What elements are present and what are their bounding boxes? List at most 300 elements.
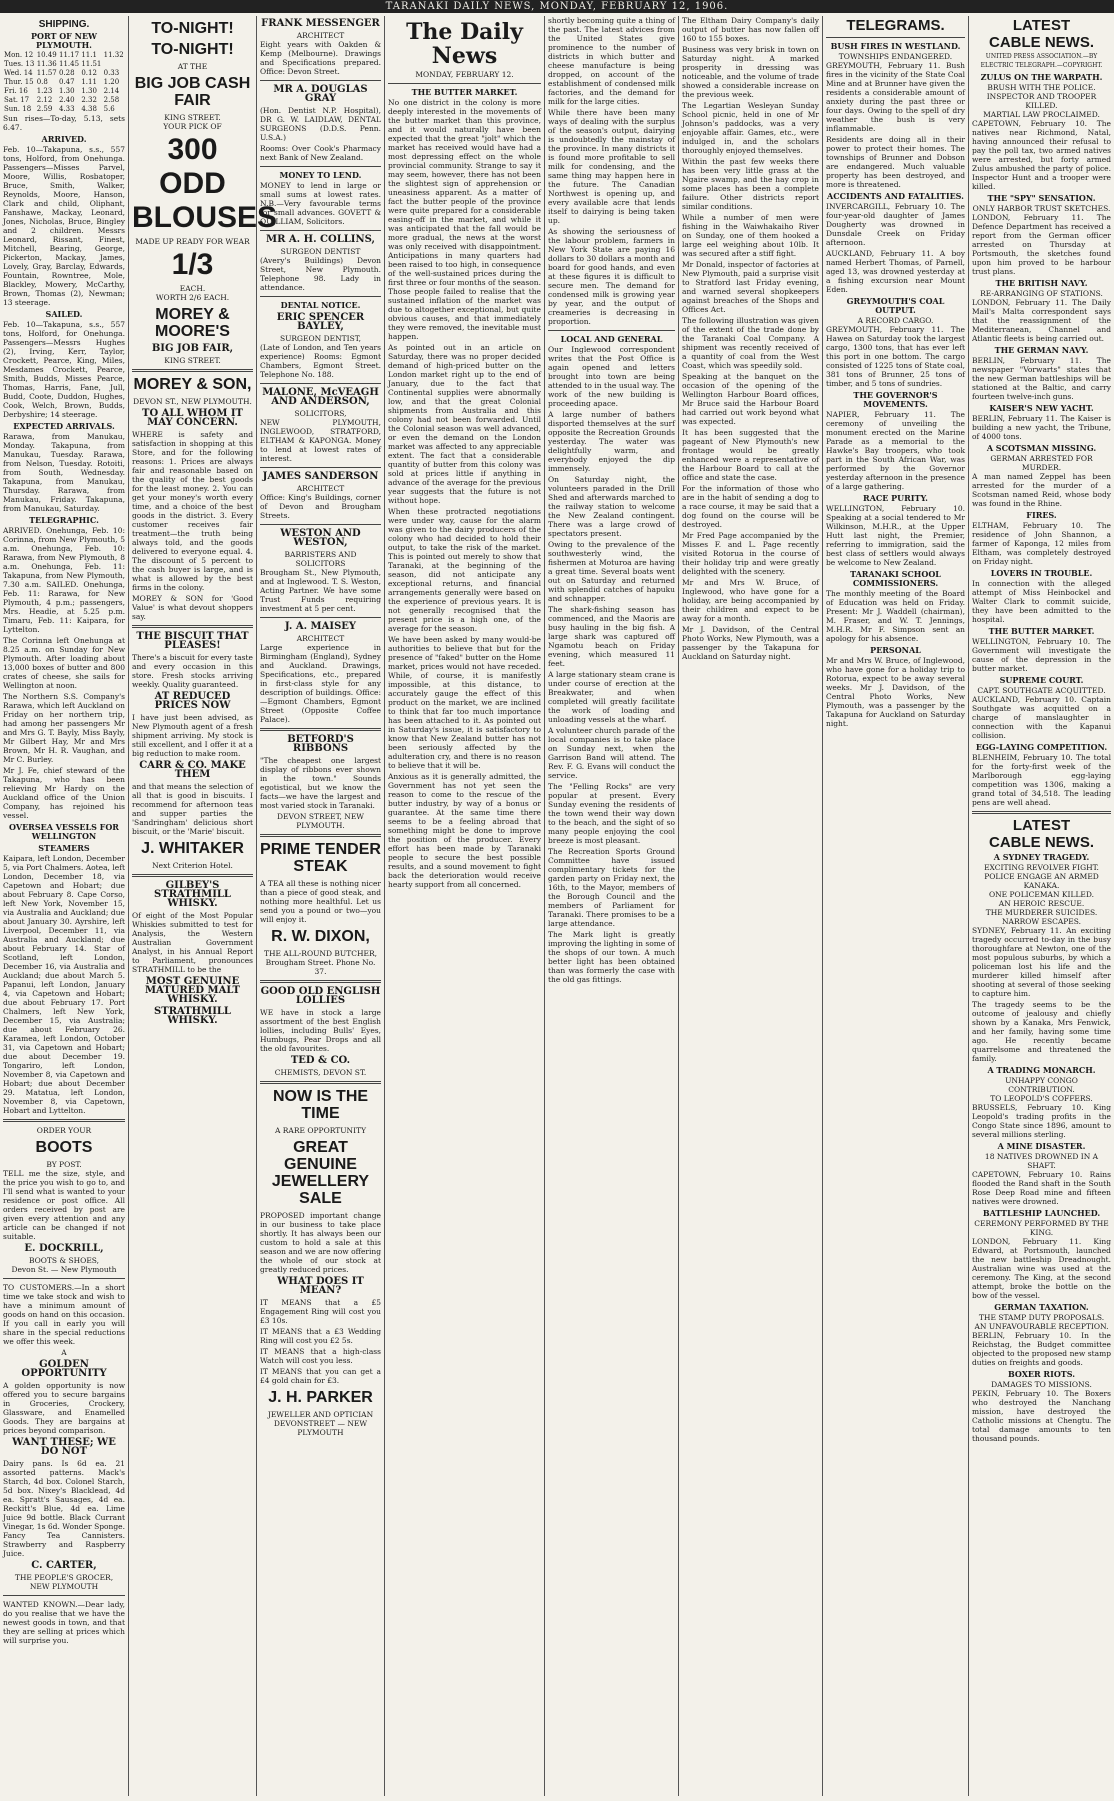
- sun-times: Sun rises—To-day, 5.13, sets 6.47.: [3, 114, 125, 132]
- telegraphic-text: ARRIVED. Onehunga, Feb. 10: Corinna, from New Plymouth, 5 a.m. Onehunga, Feb. 10: Rarawa, from New Plymouth, 8 a.m. Onehunga, Feb. 11: Takapuna, from New Plymouth, 7.30 a.m. SAILED. Onehunga, Feb. 11: Rarawa, for New Plymouth, 4 p.m.; passengers, Mrs. Headie, at 5.25 p.m. Timaru, Feb. 11: Kaipara, for Lyttelton.: [3, 526, 125, 634]
- navy-heading: THE BRITISH NAVY.: [995, 278, 1088, 288]
- what-item: IT MEANS that a £3 Wedding Ring will cost you £2 5s.: [260, 1327, 381, 1345]
- butter-text: No one district in the colony is more deeply interested in the movements of the butter market than this province, and it would naturally have been expected that the great "jolt" which the market has received would have had a most depressing effect on the whole provincial community. Strange to say it may seem, however, there has not been the slightest sign of apprehension or uneasiness apparent. As a matter of fact the butter people of the province were quite prepared for a considerable easing-off in the market, and while it was anticipated that the fall would be more gradual, the news at the worst was only received with disappointment. Anticipations in many quarters had been raised to too high, in consequence of the well-sustained prices during the first three or four months of the season. Those people failed to realise that the sustained inflation of the market was due to altogether exceptional, but quite obvious causes, and that immediately they were removed, the inevitable must happen.: [388, 98, 541, 341]
- messenger-sub: ARCHITECT: [296, 31, 345, 40]
- whitaker-name: J. WHITAKER: [141, 840, 244, 857]
- dental-notice: DENTAL NOTICE.: [280, 300, 361, 310]
- gray-name: MR A. DOUGLAS GRAY: [273, 84, 368, 104]
- tide-row: [3, 105, 125, 114]
- gilbey-heading: GILBEY'S STRATHMILL WHISKY.: [154, 880, 231, 909]
- local-item: Our Inglewood correspondent writes that the Post Office is again opened and letters brought into town are being attended to in the usual way. The work of the new building is proceeding apace.: [548, 345, 675, 408]
- local-item: A volunteer church parade of the local companies is to take place on Sunday next, when the Garrison Band will attend. The Rev. F. G. Evans will conduct the service.: [548, 726, 675, 780]
- cable-heading-latest-2: LATEST: [1012, 817, 1071, 834]
- morey-tagline: MOREY & SON for 'Good Value' is what devout shoppers say.: [132, 594, 253, 621]
- supreme-heading: SUPREME COURT.: [999, 675, 1084, 685]
- tide-cell: 2.59: [36, 105, 53, 113]
- divider: [260, 617, 381, 618]
- tide-row: [3, 51, 125, 60]
- divider: [260, 728, 381, 731]
- spy-text: LONDON, February 11. The Defence Department has received a report from the German officer arrested on Thursday at Portsmouth, the sketches found upon him proved to be harbour trust plans.: [972, 213, 1111, 276]
- supreme-sub: CAPT. SOUTHGATE ACQUITTED.: [977, 686, 1106, 695]
- column-telegrams: [822, 16, 968, 1796]
- tide-cell: 0.28: [59, 69, 75, 77]
- tax-sub-2: AN UNFAVOURABLE RECEPTION.: [974, 1322, 1109, 1331]
- boxer-heading: BOXER RIOTS.: [1007, 1369, 1076, 1379]
- kaiser-text: BERLIN, February 11. The Kaiser is building a new yacht, the Tribune, of 4000 tons.: [972, 414, 1111, 441]
- tide-cell: 2.40: [59, 96, 75, 104]
- tide-cell: 4.38: [81, 105, 97, 113]
- ribbons-heading: BETFORD'S RIBBONS: [287, 734, 354, 754]
- monarch-text: BRUSSELS, February 10. King Leopold's trading profits in the Congo State since 1896, amount to several millions sterling.: [972, 1103, 1111, 1139]
- column-cables: [968, 16, 1114, 1796]
- tide-cell: 11.32: [103, 51, 124, 59]
- lollies-heading: GOOD OLD ENGLISH LOLLIES: [260, 986, 381, 1006]
- morey-son: MOREY & SON,: [133, 376, 252, 393]
- collins-name: MR A. H. COLLINS,: [266, 234, 375, 245]
- spy-heading: THE "SPY" SENSATION.: [987, 193, 1096, 203]
- accidents-text: INVERCARGILL, February 10. The four-year-old daughter of James Dougherty was drowned in Dunsdale Creek on Friday afternoon.: [826, 202, 965, 247]
- zulus-sub: BRUSH WITH THE POLICE.: [987, 83, 1096, 92]
- worth-text: WORTH 2/6 EACH.: [155, 293, 230, 302]
- boots-post: BY POST.: [46, 1160, 82, 1169]
- divider: [972, 811, 1111, 814]
- golden-text: A golden opportunity is now offered you to secure bargains in Groceries, Crockery, Glassware, and Enamelled Goods. They are bargains at prices beyond comparison.: [3, 1381, 125, 1435]
- cable-heading-news-2: CABLE NEWS.: [989, 834, 1094, 851]
- tide-cell: 2.32: [81, 96, 97, 104]
- tide-cell: 11.1: [81, 51, 97, 59]
- divider: [260, 230, 381, 231]
- taranaki-text: The monthly meeting of the Board of Education was held on Friday. Present: Mr J. Waddell (chairman), M. Fraser, and W. T. Jennings, M.H.R. Mr F. Simpson sent an apology for his absence.: [826, 589, 965, 643]
- blouses-text: BLOUSES: [132, 201, 278, 234]
- boots-heading: BOOTS: [35, 1139, 93, 1156]
- gilbey-best: MOST GENUINE MATURED MALT WHISKY.: [144, 976, 240, 1005]
- article-text: As showing the seriousness of the labour problem, farmers in New York State are paying 16 dollars to 30 dollars a month and board for good hands, and even at these figures it is difficult to secure men. The demand for condensed milk is growing year by year, and the output of creameries is decreasing in proportion.: [548, 227, 675, 326]
- local-item: The shark-fishing season has commenced, and the Maoris are busy hauling in the big fish. A large shark was captured off Ngamotu beach on Friday evening, which measured 11 feet.: [548, 605, 675, 668]
- sydney-sub-5: THE MURDERER SUICIDES.: [985, 908, 1098, 917]
- reduced-heading: AT REDUCED PRICES NOW: [154, 691, 231, 711]
- local-item: The "Felling Rocks" are very popular at present. Every Sunday evening the residents of the town wend their way down to the beach, and the sight of so many people enjoying the cool breeze is most pleasant.: [548, 782, 675, 845]
- what-item: IT MEANS that a £5 Engagement Ring will cost you £3 10s.: [260, 1298, 381, 1325]
- divider: [260, 980, 381, 983]
- news-item: Mr and Mrs W. Bruce, of Inglewood, who have gone for a holiday, are being accompanied by their children and expect to be away for a month.: [682, 578, 819, 623]
- tide-cell: 4.33: [59, 105, 75, 113]
- personal-text: Mr and Mrs W. Bruce, of Inglewood, who have gone for a holiday trip to Rotorua, expect to be away several weeks. Mr J. Davidson, of the Central Photo Works, New Plymouth, was a passenger by the Takapuna for Auckland on Saturday night.: [826, 656, 965, 728]
- parker-name: J. H. PARKER: [268, 1389, 373, 1406]
- news-item: The following illustration was given of the extent of the trade done by the Taranaki Coal Company. A shipment was recently received of a quantity of coal from the West Coast, which was speedily sold.: [682, 316, 819, 370]
- coal-sub: A RECORD CARGO.: [857, 316, 934, 325]
- carter-address: NEW PLYMOUTH: [29, 1582, 99, 1591]
- tide-cell: 2.58: [103, 96, 120, 104]
- what-item: IT MEANS that you can get a £4 gold chain for £3.: [260, 1367, 381, 1385]
- sydney-sub: EXCITING REVOLVER FIGHT.: [984, 863, 1099, 872]
- battleship-text: LONDON, February 11. King Edward, at Portsmouth, launched the new battleship Dreadnought. Australian wine was used at the ceremony. The King, at the second attempt, broke the bottle on the bow of the vessel.: [972, 1237, 1111, 1300]
- pick-text: YOUR PICK OF: [163, 122, 222, 131]
- npco-text: The Northern S.S. Company's Rarawa, which left Auckland on Friday on her northern trip, had among her passengers Mr and Mrs G. T. Bayly, Miss Bayly, Mr Gilbert Hay, Mr and Mrs Brown, Mr H. R. Vaughan, and Mr C. Burley.: [3, 692, 125, 764]
- wanted-text: Dairy pans. Is 6d ea. 21 assorted patterns. Mack's Starch, 4d box. Colonel Starch, 5d box. Nixey's Blacklead, 4d ea. Spratt's Sausages, 4d ea. Reckitt's Blue, 4d ea. Lime Juice 9d bottle. Black Currant Vinegar, 1s 6d. Wonder Sponge. Fancy Tea Cannisters. Strawberry and Raspberry Juice.: [3, 1459, 125, 1558]
- sydney-sub-6: NARROW ESCAPES.: [1001, 917, 1082, 926]
- butter-heading: THE BUTTER MARKET.: [411, 87, 518, 97]
- each-text: EACH.: [179, 284, 206, 293]
- money-heading: MONEY TO LEND.: [279, 170, 362, 180]
- carr-text: and that means the selection of all that is good in biscuits. I recommend for afternoon teas and supper parties the 'Sandringham' delicious short biscuit, or the 'Marie' biscuit.: [132, 782, 253, 836]
- wanted-known-text: WANTED KNOWN.—Dear lady, do you realise that we have the newest goods in town, and that they are selling at prices which will surprise you.: [3, 1600, 125, 1645]
- news-item: The Eltham Dairy Company's daily output of butter has now fallen off 160 to 155 boxes.: [682, 16, 819, 43]
- tonight-heading: TO-NIGHT!: [151, 20, 234, 37]
- money-text: MONEY to lend in large or small sums at lowest rates. N.B.—Very favourable terms for small advances. GOVETT & QUILLIAM, Solicitors.: [260, 181, 381, 226]
- ribbons-address: DEVON STREET, NEW PLYMOUTH.: [276, 812, 365, 830]
- at-the: AT THE: [177, 62, 208, 71]
- sydney-sub-4: AN HEROIC RESCUE.: [998, 899, 1085, 908]
- supreme-text: AUCKLAND, February 10. Captain Southgate was acquitted on a charge of manslaughter in connection with the Kapanui collision.: [972, 695, 1111, 740]
- mine-heading: A MINE DISASTER.: [997, 1141, 1086, 1151]
- egg-heading: EGG-LAYING COMPETITION.: [975, 742, 1108, 752]
- strathmill-name: STRATHMILL WHISKY.: [154, 1006, 231, 1026]
- carter-name: C. CARTER,: [31, 1560, 97, 1571]
- bayley-sub: SURGEON DENTIST,: [279, 334, 362, 343]
- monarch-heading: A TRADING MONARCH.: [987, 1065, 1096, 1075]
- sanderson-name: JAMES SANDERSON: [262, 471, 379, 482]
- divider: [826, 37, 965, 38]
- press-assoc: UNITED PRESS ASSOCIATION.—BY ELECTRIC TELEGRAPH.—COPYRIGHT.: [980, 53, 1103, 69]
- weston-sub: BARRISTERS AND SOLICITORS: [284, 550, 357, 568]
- collins-text: (Avery's Buildings) Devon Street, New Plymouth. Telephone 98. Lady in attendance.: [260, 256, 381, 292]
- bush-sub: TOWNSHIPS ENDANGERED.: [838, 52, 953, 61]
- tide-cell: 0.47: [59, 78, 75, 86]
- sydney-sub-3: ONE POLICEMAN KILLED.: [988, 890, 1095, 899]
- news-item: It has been suggested that the pageant of New Plymouth's new frontage would be greatly enhanced were a representative of the Harbour Board to call at the office and state the case.: [682, 428, 819, 482]
- arrived-heading: ARRIVED.: [41, 134, 87, 144]
- column-general: [678, 16, 822, 1796]
- column-ads-fair: [128, 16, 278, 1796]
- odd-text: ODD: [159, 167, 226, 200]
- column-editorial: [384, 16, 544, 1796]
- zulus-sub-2: INSPECTOR AND TROOPER KILLED.: [986, 92, 1097, 110]
- king-st-2: KING STREET.: [164, 356, 221, 365]
- divider: [132, 369, 253, 372]
- martial-law: MARTIAL LAW PROCLAIMED.: [983, 110, 1100, 119]
- tide-row: [3, 69, 125, 78]
- accidents-text-2: AUCKLAND, February 11. A boy named Herbert Thomas, of Parnell, aged 13, was drowned yesterday at a fishing excursion near Mount Eden.: [826, 249, 965, 294]
- bush-text: GREYMOUTH, February 11. Bush fires in the vicinity of the State Coal Mine and at Brunner have given the residents a considerable amount of anxiety during the past three or four days. Owing to the spell of dry weather the bush is very inflammable.: [826, 61, 965, 133]
- butter-text-3: When these protracted negotiations were under way, cause for the alarm was given to the dairy producers of the colony who had decided to hold their output, to take the risk of the market. This is pointed out merely to show that Taranaki, at the beginning of the season, did not anticipate any exceptional returns, and financial arrangements generally were based on the experience of previous years. It is not generally recognised that the present price is a high one, of the average for the season.: [388, 507, 541, 633]
- tide-cell: Wed. 14: [4, 69, 33, 77]
- divider: [260, 383, 381, 384]
- divider: [260, 80, 381, 81]
- to-all-heading: TO ALL WHOM IT MAY CONCERN.: [142, 408, 243, 428]
- tide-cell: [103, 60, 125, 69]
- tide-cell: 10.49: [36, 51, 57, 59]
- german-navy-text: BERLIN, February 11. The newspaper "Vorwarts" states that the new German battleships will be stationed at the Baltic, and carry fourteen twelve-inch guns.: [972, 356, 1111, 401]
- local-item: On Saturday night, the volunteers paraded in the Drill Shed and afterwards marched to the railway station to welcome the New Zealand contingent. There was a large crowd of spectators present.: [548, 475, 675, 538]
- news-item: Within the past few weeks there has been very little grass at the Ngaire swamp, and the hay crop in some places has been a complete failure. Other districts report similar conditions.: [682, 157, 819, 211]
- divider: [388, 83, 541, 84]
- scots-heading: A SCOTSMAN MISSING.: [986, 443, 1097, 453]
- governor-heading: THE GOVERNOR'S MOVEMENTS.: [853, 390, 938, 409]
- carr-heading: CARR & CO. MAKE THEM: [139, 760, 246, 780]
- expected-heading: EXPECTED ARRIVALS.: [13, 421, 115, 431]
- tax-sub: THE STAMP DUTY PROPOSALS.: [978, 1313, 1105, 1322]
- kaiser-heading: KAISER'S NEW YACHT.: [989, 403, 1094, 413]
- tide-cell: 11.57: [36, 69, 57, 77]
- butter-text-2: As pointed out in an article on Saturday, there was no proper decided demand of high-priced butter on the London market right up to the end of January, due to the fact that Continental supplies were abnormally low, and that the great Colonial shipments from Australia and this colony had not been forwarded. Until the Colonial season was well advanced, or even the demand on the London market was affected to any appreciable extent. The fact that a considerable quantity of butter from this colony was sold at prices little if anything in advance of the average for the previous year suggests that the future is not without hope.: [388, 343, 541, 505]
- shipping-heading: SHIPPING.: [38, 19, 90, 30]
- what-item: IT MEANS that a high-class Watch will cost you less.: [260, 1347, 381, 1365]
- tax-text: BERLIN, February 10. In the Reichstag, the Budget committee objected to the proposed new stamp duties on freights and goods.: [972, 1331, 1111, 1367]
- divider: [260, 834, 381, 837]
- zulus-heading: ZULUS ON THE WARPATH.: [980, 72, 1103, 82]
- column-local: [544, 16, 678, 1796]
- reduced-text: I have just been advised, as New Plymouth agent of a fresh shipment arriving. My stock is still excellent, and I offer it at a big reduction to make room.: [132, 713, 253, 758]
- big-job-heading: BIG JOB CASH FAIR: [134, 75, 251, 109]
- tide-cell: 2.14: [103, 87, 120, 95]
- divider: [3, 1595, 125, 1596]
- jewel-heading: GREAT GENUINE JEWELLERY SALE: [271, 1139, 370, 1207]
- rare-text: A RARE OPPORTUNITY: [274, 1126, 367, 1135]
- scots-text: A man named Zeppel has been arrested for the murder of a Scotsman named Reid, whose body was found in the Rhine.: [972, 472, 1111, 508]
- weston-name: WESTON AND WESTON,: [280, 528, 361, 548]
- sanderson-text: Office: King's Buildings, corner of Devon and Brougham Streets.: [260, 493, 381, 520]
- personal-heading: PERSONAL: [870, 645, 921, 655]
- parker-address: DEVONSTREET — NEW PLYMOUTH: [273, 1419, 368, 1437]
- concern-text: WHERE is safety and satisfaction in shopping at this Store, and for the following reasons: 1. Prices are always fair and reasonable based on the quality of the best goods for the least money. 2. You can get your money's worth every time, and a choice of the best goods in the district. 3. Every customer receives fair treatment—the truth being always told, and the goods delivered to everyone equal. 4. The discount of 5 percent to the cash buyer is large, and is what is allowed by the best firms in the colony.: [132, 430, 253, 592]
- column-professional: [256, 16, 384, 1796]
- race-text: WELLINGTON, February 10. Speaking at a social tendered to Mr Wilkinson, M.H.R., at the Upper Hutt last night, the Premier, referring to immigration, said the best class of settlers would always be welcome to New Zealand.: [826, 504, 965, 567]
- page-header-strip: TARANAKI DAILY NEWS, MONDAY, FEBRUARY 12, 1906.: [0, 0, 1114, 13]
- steward-text: Mr J. Fe, chief steward of the Takapuna, who has been relieving Mr Hardy on the Auckland office of the Union Company, has rejoined his vessel.: [3, 766, 125, 820]
- sydney-text-2: The tragedy seems to be the outcome of jealousy and chiefly shown by a Kanaka, Mrs Fenwick, and her family, having some time ago. He recently became quarrelsome and threatened the family.: [972, 1000, 1111, 1063]
- tide-cell: Sun. 18: [4, 105, 32, 113]
- news-item: For the information of those who are in the habit of sending a dog to a race course, it may be said that a dog found on the course will be destroyed.: [682, 484, 819, 529]
- divider: [3, 1119, 125, 1122]
- news-item: The Legartian Wesleyan Sunday School picnic, held in one of Mr Johnson's paddocks, was a very enjoyable affair. Games, etc., were indulged in, and the scholars thoroughly enjoyed themselves.: [682, 101, 819, 155]
- morey-address: DEVON ST., NEW PLYMOUTH.: [133, 397, 252, 406]
- sailed-heading: SAILED.: [45, 309, 83, 319]
- gilbey-text: Of eight of the Most Popular Whiskies submitted to test for Analysis, the Western Australian Government Analyst, in his Annual Report to Parliament, pronounces STRATHMILL to be the: [132, 911, 253, 974]
- paper-date: MONDAY, FEBRUARY 12.: [415, 70, 514, 79]
- monarch-sub: UNHAPPY CONGO CONTRIBUTION.: [1005, 1076, 1078, 1094]
- fires-heading: FIRES.: [1026, 510, 1057, 520]
- lovers-heading: LOVERS IN TROUBLE.: [990, 568, 1093, 578]
- what-heading: WHAT DOES IT MEAN?: [277, 1276, 364, 1296]
- king-st: KING STREET.: [164, 113, 221, 122]
- ribbons-text: "The cheapest one largest display of ribbons ever shown in the town." Sounds egotistical, but we know the facts—we have the largest and most varied stock in Taranaki.: [260, 756, 381, 810]
- tide-cell: 1.30: [81, 87, 97, 95]
- tide-table: [3, 51, 125, 114]
- tide-cell: 11.51: [81, 60, 102, 68]
- malone-text: NEW PLYMOUTH, INGLEWOOD, STRATFORD, ELTHAM & KAPONGA. Money to lend at lowest rates of interest.: [260, 418, 381, 463]
- malone-sub: SOLICITORS,: [294, 409, 347, 418]
- ted-name: TED & CO.: [290, 1055, 351, 1066]
- bayley-text: (Late of London, and Ten years experience) Rooms: Egmont Chambers, Egmont Street. Telephone No. 188.: [260, 343, 381, 379]
- cable-heading-latest: LATEST: [1012, 17, 1071, 34]
- messenger-text: Eight years with Oakden & Kemp (Melbourne). Drawings and Specifications prepared. Office: Devon Street.: [260, 40, 381, 76]
- bush-heading: BUSH FIRES IN WESTLAND.: [830, 41, 961, 51]
- expected-text: Rarawa, from Manukau, Monday. Takapuna, from Manukau, Tuesday. Rarawa, from Nelson, Tuesday. Rotoiti, from South, Wednesday. Takapuna, from Manukau, Thursday. Rarawa, from Manukau, Friday. Takapuna, from Manukau, Saturday.: [3, 432, 125, 513]
- sydney-sub-2: POLICE ENGAGE AN ARMED KANAKA.: [984, 872, 1099, 890]
- dixon-sub: THE ALL-ROUND BUTCHER,: [263, 949, 377, 958]
- news-item: Mr Donald, inspector of factories at New Plymouth, paid a surprise visit to Stratford last Friday evening, and warned several shopkeepers against breaches of the Shops and Offices Act.: [682, 260, 819, 314]
- tide-cell: 0.8: [36, 78, 48, 86]
- blouse-price: 1/3: [171, 248, 214, 281]
- corinna-text: The Corinna left Onehunga at 8.25 a.m. on Sunday for New Plymouth. After loading about 13,000 boxes of butter and 800 crates of cheese, she sails for Wellington at noon.: [3, 636, 125, 690]
- local-item: The Mark light is greatly improving the lighting in some of the shops of our town. A much better light has been obtained than was formerly the case with the old gas fittings.: [548, 930, 675, 984]
- tide-row: [3, 96, 125, 105]
- sanderson-sub: ARCHITECT: [296, 484, 345, 493]
- overseas-heading: OVERSEA VESSELS FOR WELLINGTON: [9, 822, 119, 841]
- fires-text: ELTHAM, February 10. The residence of John Shannon, a farmer of Kaponga, 12 miles from Eltham, was completely destroyed on Friday night.: [972, 521, 1111, 566]
- port-heading: PORT OF NEW PLYMOUTH.: [30, 31, 98, 50]
- gray-address: Rooms: Over Cook's Pharmacy next Bank of New Zealand.: [260, 144, 381, 162]
- golden-heading: GOLDEN OPPORTUNITY: [21, 1359, 107, 1379]
- maisey-sub: ARCHITECT: [296, 634, 345, 643]
- tide-cell: Mon. 12: [4, 51, 34, 59]
- divider: [260, 296, 381, 297]
- mine-text: CAPETOWN, February 10. Rains flooded the Rand shaft in the South Rose Deep Road mine and fifteen natives were drowned.: [972, 1170, 1111, 1206]
- taranaki-heading: TARANAKI SCHOOL COMMISSIONERS.: [850, 569, 941, 588]
- tide-cell: 1.11: [81, 78, 97, 86]
- maisey-text: Large experience in Birmingham (England), Sydney and Auckland. Drawings, Specifications, etc., prepared in first-class style for any description of buildings. Office:—Egmont Chambers, Egmont Street (Opposite Coffee Palace).: [260, 643, 381, 724]
- governor-text: NAPIER, February 11. The ceremony of unveiling the monument erected on the Marine Parade as a memorial to the Hawke's Bay troopers, who took part in the South African War, was performed by the Governor yesterday afternoon in the presence of a large gathering.: [826, 410, 965, 491]
- fair-name: BIG JOB FAIR,: [151, 343, 234, 354]
- battleship-sub: CEREMONY PERFORMED BY THE KING.: [974, 1219, 1109, 1237]
- whitaker-address: Next Criterion Hotel.: [152, 861, 233, 870]
- tide-cell: 1.30: [59, 87, 75, 95]
- dixon-name: R. W. DIXON,: [271, 928, 370, 945]
- morey-moore: MOREY & MOORE'S: [155, 306, 230, 340]
- column-shipping: [0, 16, 128, 1796]
- tide-cell: 0.33: [103, 69, 120, 77]
- navy-sub: RE-ARRANGING OF STATIONS.: [980, 289, 1103, 298]
- boxer-text: PEKIN, February 10. The Boxers who destroyed the Nanchang mission, have destroyed the Catholic missions at Chengtu. The total damage amounts to ten thousand pounds.: [972, 1389, 1111, 1443]
- news-item: Mr Fred Page accompanied by the Misses F. and L. Page recently visited Rotorua in the course of their holiday trip and were greatly delighted with the scenery.: [682, 531, 819, 576]
- news-item: While a number of men were fishing in the Waiwhakaiho River on Sunday, one of them hooked a large eel weighing about 10lb. It was secured after a stiff fight.: [682, 213, 819, 258]
- lollies-text: WE have in stock a large assortment of the best English lollies, including Bulls' Eyes, Humbugs, Pear Drops and all the old favourites.: [260, 1008, 381, 1053]
- butter-text-4: We have been asked by many would-be authorities to believe that but for the presence of "faked" butter on the Home market, prices would not have receded. While, of course, it is manifestly impossible, at this distance, to accurately gauge the effect of this product on the market, we are inclined to think that far too much importance has been attached to it. As pointed out in Saturday's issue, it is satisfactory to know that New Zealand butter has not been seriously affected by the adulteration cry, and there is no reason to believe that it will be.: [388, 635, 541, 770]
- steak-heading: PRIME TENDER STEAK: [260, 841, 381, 875]
- divider: [132, 625, 253, 628]
- spy-sub: ONLY HARBOR TRUST SKETCHES.: [972, 204, 1111, 213]
- article-text: shortly becoming quite a thing of the past. The latest advices from the United States give prominence to the number of districts in which butter and cheese manufacture is being dropped, on account of the establishment of condensed milk factories, and the demand for milk for the large cities.: [548, 16, 675, 106]
- butter-text-5: Anxious as it is generally admitted, the Government has not yet seen the reason to come to the rescue of the butter industry, by way of a bonus or guarantee. At the same time there seems to be a feeling abroad that something might be done to improve the position of the producer. Every effort has been made by Taranaki people to secure the best possible results, and a sound movement to fight back the deterioration would receive hearty support from all concerned.: [388, 772, 541, 889]
- steamers-text: Kaipara, left London, December 5, via Port Chalmers. Aotea, left London, December 18, via Capetown and Hobart; due about February 8. Cape Corso, left New York, November 15, via Australia and Auckland; due about January 30. Ayrshire, left Liverpool, December 11, via Australia and Auckland; due about February 14. Star of Scotland, left London, December 16, via Australia and Auckland; due about March 5. Papanui, left London, January 4, via Capetown and Hobart; due about February 17. Port Chalmers, left New York, December 15, via Australia; due about February 26. Karamea, left London, October 31, via Capetown and Hobart; due about December 19. Tongariro, left London, November 8, via Capetown and Hobart; due about December 29. Matatua, left London, November 8, via Capetown, Hobart and Lyttelton.: [3, 854, 125, 1115]
- news-item: Business was very brisk in town on Saturday night. A marked prosperity in dressing was noticeable, and the volume of trade showed a considerable increase on the previous week.: [682, 45, 819, 99]
- tide-cell: Tues. 13: [4, 60, 35, 68]
- divider: [260, 524, 381, 525]
- divider: [132, 874, 253, 877]
- ted-sub: CHEMISTS, DEVON ST.: [274, 1068, 367, 1077]
- wanted-heading: WANT THESE; WE DO NOT: [12, 1437, 116, 1457]
- boots-text: TELL me the size, style, and the price you wish to go to, and I'll send what is wanted to your residence or post office. All orders received by post are given every attention and any article can be changed if not suitable.: [3, 1169, 125, 1241]
- boots-order: ORDER YOUR: [36, 1126, 92, 1135]
- messenger-name: FRANK MESSENGER: [261, 18, 380, 29]
- bush-text-2: Residents are doing all in their power to protect their homes. The townships of Brunner and Dobson are endangered. Much valuable property has been destroyed, and more is threatened.: [826, 135, 965, 189]
- mine-sub: 18 NATIVES DROWNED IN A SHAFT.: [984, 1152, 1099, 1170]
- tide-cell: 0.12: [81, 69, 97, 77]
- biscuit-heading: THE BISCUIT THAT PLEASES!: [136, 631, 249, 651]
- dockrill-name: E. DOCKRILL,: [24, 1243, 104, 1254]
- local-item: A large stationary steam crane is under course of erection at the Breakwater, and when completed will greatly facilitate the work of loading and unloading vessels at the wharf.: [548, 670, 675, 724]
- sailed-text: Feb. 10—Takapuna, s.s., 557 tons, Holford, for Onehunga. Passengers—Messrs Hughes (2), Irving, Kerr, Taylor, Crockett, Pearce, King, Miles, Mesdames Crockett, Pearce, Smith, Budds, Misses Pearce, Thomas, Harris, Fane, Jull, Budd, Coote, Duddon, Hughes, Cook, Welch, Brown, Budds, Derbyshire; 14 steerage.: [3, 320, 125, 419]
- jewel-text: PROPOSED important change in our business to take place shortly. It has always been our custom to hold a sale at this season and we are now offering the whole of our stock at greatly reduced prices.: [260, 1211, 381, 1274]
- steak-text: A TEA all these is nothing nicer than a piece of good steak, and nothing more healthful. Let us send you a pound or two—you will enjoy it.: [260, 879, 381, 924]
- tide-row: [3, 78, 125, 87]
- news-item: Mr J. Davidson, of the Central Photo Works, New Plymouth, was a passenger by the Takapuna for Auckland on Saturday night.: [682, 625, 819, 661]
- tide-row: [3, 60, 125, 69]
- news-item: Speaking at the banquet on the occasion of the opening of the Wellington Harbour Board offices, Mr Bruce said the Harbour Board had carried out work beyond what was expected.: [682, 372, 819, 426]
- collins-sub: SURGEON DENTIST: [280, 247, 361, 256]
- local-item: A large number of bathers disported themselves at the surf opposite the Recreation Grounds yesterday. The water was delightfully warm, and everybody enjoyed the dip immensely.: [548, 410, 675, 473]
- scots-sub: GERMAN ARRESTED FOR MURDER.: [990, 454, 1093, 472]
- gray-text: (Hon. Dentist N.P. Hospital), DR G. W. LAIDLAW, DENTAL SURGEONS (D.D.S. Penn. U.S.A.): [260, 106, 381, 142]
- divider: [260, 467, 381, 468]
- golden-a: A: [61, 1348, 67, 1357]
- tide-cell: 11.17: [59, 51, 80, 59]
- boxer-sub: DAMAGES TO MISSIONS.: [991, 1380, 1092, 1389]
- local-heading: LOCAL AND GENERAL: [560, 334, 663, 344]
- bayley-name: ERIC SPENCER BAYLEY,: [276, 312, 365, 332]
- battleship-heading: BATTLESHIP LAUNCHED.: [982, 1208, 1101, 1218]
- article-text: While there have been many ways of dealing with the surplus of the season's output, dairying is undoubtedly the mainstay of the province. In many districts it is found more profitable to sell milk for condensing, and the same thing may happen here in the future. The Canadian Northwest is opening up, and every available acre that lends itself to dairying is being taken up.: [548, 108, 675, 225]
- race-heading: RACE PURITY.: [863, 493, 928, 503]
- tide-cell: 1.23: [36, 87, 53, 95]
- divider: [260, 166, 381, 167]
- maisey-name: J. A. MAISEY: [284, 621, 357, 632]
- dockrill-address: Devon St. — New Plymouth: [11, 1265, 117, 1274]
- egg-text: BLENHEIM, February 10. The total for the forty-first week of the Marlborough egg-laying competition was 1306, making a grand total of 34,518. The leading pens are well ahead.: [972, 753, 1111, 807]
- now-heading: NOW IS THE TIME: [272, 1088, 369, 1122]
- steamers-heading: STEAMERS: [38, 843, 90, 853]
- telegrams-heading: TELEGRAMS.: [846, 17, 945, 34]
- tide-cell: Thur. 15: [4, 78, 34, 86]
- tax-heading: GERMAN TAXATION.: [994, 1302, 1089, 1312]
- butter-cable-text: WELLINGTON, February 10. The Government will investigate the cause of the depression in the butter market.: [972, 637, 1111, 673]
- monarch-sub-2: TO LEOPOLD'S COFFERS.: [990, 1094, 1093, 1103]
- navy-text: LONDON, February 11. The Daily Mail's Malta correspondent says that the reassignment of the Mediterranean, Channel and Atlantic fleets is being carried out.: [972, 298, 1111, 343]
- sydney-heading: A SYDNEY TRAGEDY.: [993, 852, 1090, 862]
- coal-text: GREYMOUTH, February 11. The Hawea on Saturday took the largest cargo, 1300 tons, that has ever left this port in one bottom. The cargo consisted of 1225 tons of State coal, 381 tons of Brunner, 25 tons of timber, and 5 tons of sundries.: [826, 325, 965, 388]
- tide-cell: 11.36: [36, 60, 57, 68]
- customers-text: TO CUSTOMERS.—In a short time we take stock and wish to have a minimum amount of goods on hand on this occasion. If you call in early you will share in the special reductions we offer this week.: [3, 1283, 125, 1346]
- divider: [548, 330, 675, 331]
- divider: [260, 1081, 381, 1084]
- zulus-text: CAPETOWN, February 10. The natives near Richmond, Natal, having announced their refusal to pay the poll tax, two armed natives were arrested, but forty armed Zulus ambushed the party of police. Inspector Hunt and a trooper were killed.: [972, 119, 1111, 191]
- paper-title: The Daily News: [406, 19, 523, 69]
- parker-sub: JEWELLER AND OPTICIAN: [267, 1410, 374, 1419]
- sydney-text: SYDNEY, February 11. An exciting tragedy occurred to-day in the busy thoroughfare at Newton, one of the most populous suburbs, by which a policeman lost his life and the murderer killed himself after shooting at several of those seeking to capture him.: [972, 926, 1111, 998]
- weston-text: Brougham St., New Plymouth, and at Inglewood. T. S. Weston, Acting Partner. We have some Trust Funds requiring investment at 5 per cent.: [260, 568, 381, 613]
- lovers-text: In connection with the alleged attempt of Miss Heinbockel and Walter Clark to commit suicide, they have been admitted to the hospital.: [972, 579, 1111, 624]
- dockrill-sub: BOOTS & SHOES,: [28, 1256, 100, 1265]
- tide-cell: Fri. 16: [4, 87, 28, 95]
- biscuit-text: There's a biscuit for every taste and every occasion in this store. Fresh stocks arriving weekly. Quality guaranteed.: [132, 653, 253, 689]
- tide-cell: 5.6: [103, 105, 115, 113]
- malone-name: MALONE, McVEAGH AND ANDERSON,: [262, 387, 379, 407]
- carter-sub: THE PEOPLE'S GROCER,: [14, 1573, 114, 1582]
- arrived-text: Feb. 10—Takapuna, s.s., 557 tons, Holford, from Onehunga. Passengers—Misses Parvel, Moore, Willis, Rosbatoper, Bruce, Smith, Walker, Reynolds, Moore, Hanson, Clark and child, Oliphant, Fanshawe, Mackay, Leonard, Jones, Nicholas, Bruce, Bingley and 2 children. Messrs Leonard, Rissant, Finest, Mitchell, Bearing, George, Pickerton, Mackay, James, Lovely, Gray, Barclay, Edwards, Fountain, Rowntree, Mole, Blackley, Mowery, McCarthy, Brown, Thomas (2), Newman; 13 steerage.: [3, 145, 125, 307]
- tonight-heading-2: TO-NIGHT!: [151, 41, 234, 58]
- made-up-text: MADE UP READY FOR WEAR: [135, 237, 250, 246]
- divider: [3, 1278, 125, 1279]
- tide-cell: Sat. 17: [4, 96, 30, 104]
- local-item: The Recreation Sports Ground Committee have issued complimentary tickets for the garden party on Friday next, the 16th, to the Mayor, members of the Borough Council and the members of Parliament for Taranaki. There promises to be a large attendance.: [548, 847, 675, 928]
- blouse-count: 300: [167, 133, 218, 166]
- german-navy-heading: THE GERMAN NAVY.: [994, 345, 1089, 355]
- cable-heading-news: CABLE NEWS.: [989, 34, 1094, 51]
- dixon-address: Brougham Street. Phone No. 37.: [265, 958, 376, 976]
- tide-row: [3, 87, 125, 96]
- coal-heading: GREYMOUTH'S COAL OUTPUT.: [846, 296, 945, 315]
- telegraphic-heading: TELEGRAPHIC.: [29, 515, 99, 525]
